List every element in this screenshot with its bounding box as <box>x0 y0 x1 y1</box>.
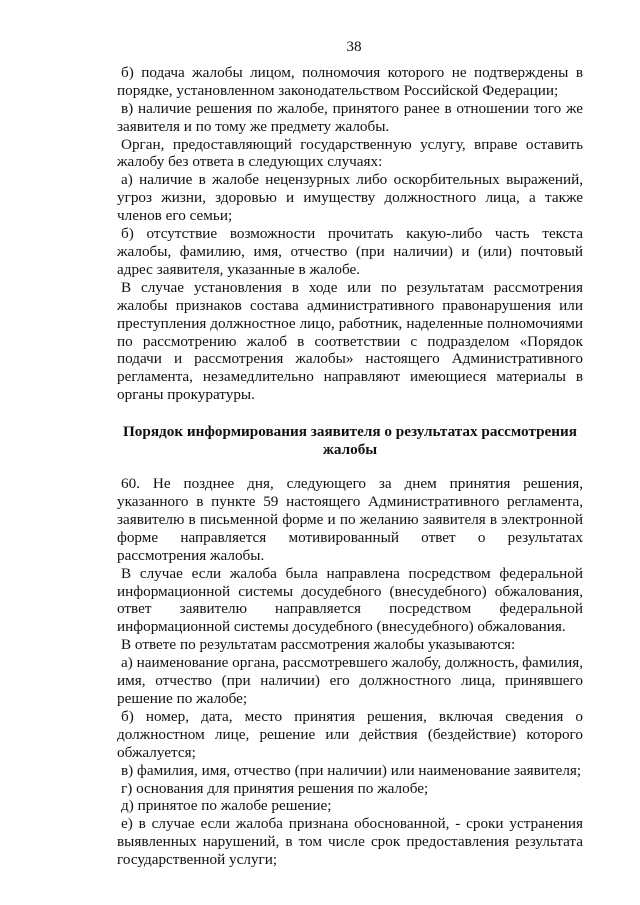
paragraph-a-obscene-language: а) наличие в жалобе нецензурных либо оскорбительных выражений, угроз жизни, здоровью и имуществу должностного лица, а также членов его семьи; <box>117 171 583 225</box>
list-item-a: а) наименование органа, рассмотревшего жалобу, должность, фамилия, имя, отчество (при наличии) его должностного лица, принявшего решение по жалобе; <box>117 654 583 707</box>
document-page <box>117 38 583 869</box>
list-item-d: д) принятое по жалобе решение; <box>121 797 332 815</box>
list-item-e: е) в случае если жалоба признана обоснованной, - сроки устранения выявленных нарушений, в том числе срок предоставления результата государственной услуги; <box>117 815 583 869</box>
paragraph-no-answer-cases: Орган, предоставляющий государственную услугу, вправе оставить жалобу без ответа в следующих случаях: <box>117 135 583 171</box>
list-item-v: в) фамилия, имя, отчество (при наличии) или наименование заявителя; <box>121 761 582 779</box>
paragraph-b-unreadable-text: б) отсутствие возможности прочитать какую-либо часть текста жалобы, фамилию, имя, отчество (при наличии) и (или) почтовый адрес заявителя, указанные в жалобе. <box>117 225 583 278</box>
list-item-b: б) номер, дата, место принятия решения, включая сведения о должностном лице, решение или действия (бездействие) которого обжалуется; <box>117 707 583 761</box>
page-number: 38 <box>346 38 362 55</box>
paragraph-federal-system: В случае если жалоба была направлена посредством федеральной информационной системы досудебного (внесудебного) обжалования, ответ заявителю направляется посредством федеральной информационной системы досудебного (внесудебного) обжалования. <box>117 564 583 636</box>
paragraph-answer-contents: В ответе по результатам рассмотрения жалобы указываются: <box>121 636 516 654</box>
paragraph-prosecution: В случае установления в ходе или по результатам рассмотрения жалобы признаков состава административного правонарушения или преступления должностное лицо, работник, наделенные полномочиями по рассмотрению жалоб в соответствии с подразделом «Порядок подачи и рассмотрения жалобы» настоящего Административного регламента, незамедлительно направляют имеющиеся материалы в органы прокуратуры. <box>117 278 583 404</box>
paragraph-60: 60. Не позднее дня, следующего за днем принятия решения, указанного в пункте 59 настоящего Административного регламента, заявителю в письменной форме и по желанию заявителя в электронной форме направляется мотивированный ответ о результатах рассмотрения жалобы. <box>117 475 583 564</box>
section-heading: Порядок информирования заявителя о результатах рассмотрения жалобы <box>122 423 578 459</box>
list-item-g: г) основания для принятия решения по жалобе; <box>121 779 429 797</box>
paragraph-v-prior-decision: в) наличие решения по жалобе, принятого ранее в отношении того же заявителя и по тому же предмету жалобы. <box>117 99 583 135</box>
paragraph-b-unconfirmed-authority: б) подача жалобы лицом, полномочия которого не подтверждены в порядке, установленном законодательством Российской Федерации; <box>117 63 583 99</box>
